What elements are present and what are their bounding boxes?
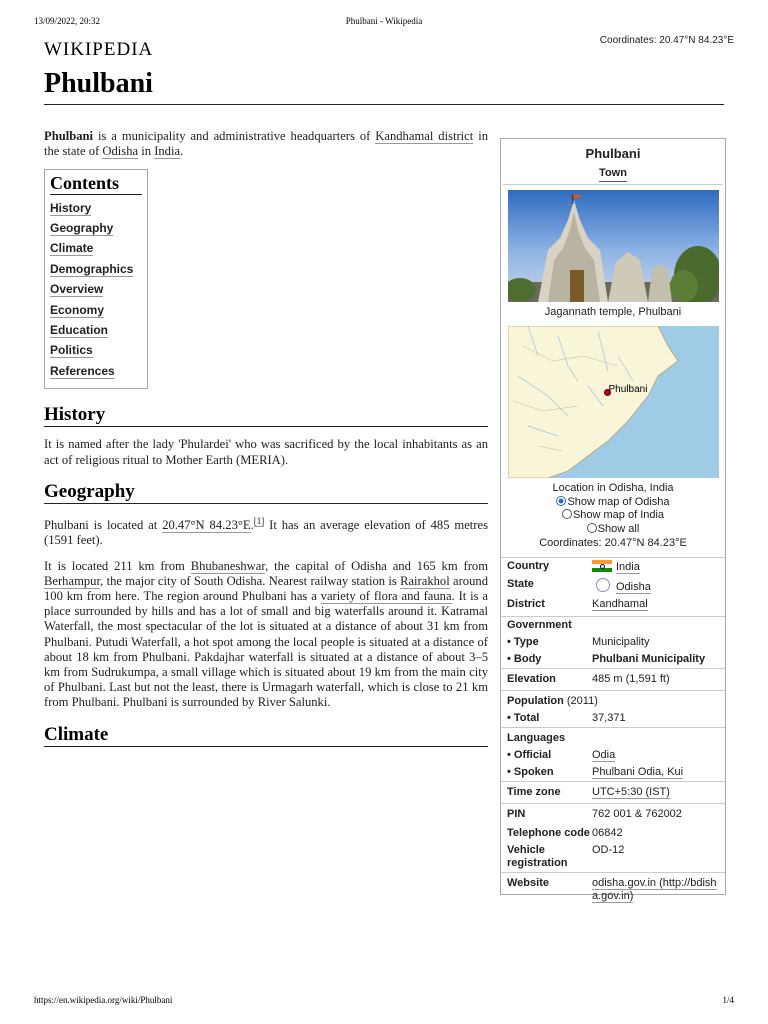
row-label: State [507, 578, 534, 590]
location-caption: Location in Odisha, India [552, 482, 674, 494]
toc-item-overview[interactable] [50, 282, 142, 296]
infobox [500, 138, 726, 902]
row-label [507, 695, 598, 708]
row-district [501, 596, 725, 613]
row-lang-spoken [501, 764, 725, 781]
toc-item-education[interactable] [50, 323, 142, 337]
section-heading-climate: Climate [44, 727, 488, 747]
reference-link-1[interactable]: [1] [253, 515, 265, 526]
infobox-divider [503, 184, 723, 185]
row-pop-total [501, 710, 725, 727]
population-year: (2011) [563, 695, 598, 707]
row-gov-body [501, 651, 725, 668]
row-lang-official [501, 747, 725, 764]
title-divider [44, 104, 724, 105]
row-value [592, 578, 719, 594]
row-languages [501, 727, 725, 747]
link-india[interactable]: India [154, 144, 181, 159]
row-value: 762 001 & 762002 [592, 808, 682, 820]
row-elevation [501, 668, 725, 690]
row-country [501, 557, 725, 576]
link-odisha[interactable]: Odisha [102, 144, 139, 159]
row-timezone [501, 781, 725, 803]
geo-text: , the capital of Odisha and 165 km from [265, 558, 488, 573]
map-option-odisha[interactable] [501, 496, 725, 510]
toc-item-label: Education [50, 322, 109, 337]
toc-item-label: History [50, 200, 92, 215]
location-map[interactable] [508, 326, 719, 478]
row-label: • Official [507, 749, 552, 761]
row-value: OD-12 [592, 844, 625, 856]
intro-text: . [180, 144, 184, 159]
print-url: https://en.wikipedia.org/wiki/Phulbani [34, 995, 173, 1005]
timezone-link[interactable]: UTC+5:30 (IST) [592, 786, 670, 798]
row-value [592, 786, 719, 799]
row-population [501, 690, 725, 710]
link-berhampur[interactable]: Berhampur [44, 573, 101, 588]
row-state [501, 576, 725, 596]
page-title: Phulbani [44, 68, 153, 99]
toc-item-climate[interactable] [50, 241, 142, 255]
geo-text: . It is a place surrounded by hills and has a lot of small and big waterfalls around it. Katramal Waterfall, the most spectacular of the lot is situated at a distance of about 31 km from Phulbani. Putudi Waterfall, a hot spot among the local people is situated at a distance of about 18 km from Phulbani. Pakdajhar waterfall is situated at a distance of about 3–5 km from Sudrukumpa, a small village which is situated about 19 km from the main city of Phulbani. Last but not the least, there is Urmagarh waterfall, which is close to 21 km from Phulbani. Phulbani is surrounded by River Salunki. [44, 588, 488, 710]
row-label: PIN [507, 808, 526, 820]
row-website [501, 872, 725, 905]
row-vehicle [501, 842, 725, 872]
toc-item-label: Demographics [50, 261, 134, 276]
row-label: Time zone [507, 786, 561, 798]
row-label: Telephone code [507, 827, 590, 839]
spoken-language-link[interactable]: Phulbani Odia, Kui [592, 766, 684, 778]
infobox-type[interactable] [501, 167, 725, 179]
intro-text: in [138, 144, 155, 159]
print-page-number: 1/4 [722, 995, 734, 1005]
radio-icon[interactable] [562, 509, 572, 519]
map-option-label: Show all [597, 522, 640, 535]
intro-text: in the state of [44, 129, 489, 159]
state-link[interactable]: Odisha [616, 581, 651, 593]
row-value [592, 766, 719, 779]
temple-image [508, 190, 719, 302]
infobox-type-label: Town [599, 167, 627, 182]
row-label: Website [507, 877, 549, 889]
toc-item-label: Climate [50, 241, 94, 256]
infobox-data-rows [501, 557, 725, 905]
map-location-controls [501, 482, 725, 536]
infobox-coordinates[interactable]: Coordinates: 20.47°N 84.23°E [539, 537, 687, 549]
toc-title: Contents [50, 176, 142, 194]
row-label: • Body [507, 653, 542, 665]
row-label: Government [507, 619, 572, 631]
map-option-all[interactable] [501, 523, 725, 537]
row-label: Elevation [507, 673, 556, 685]
print-title: Phulbani - Wikipedia [345, 16, 423, 26]
toc-item-label: Overview [50, 282, 104, 297]
link-rairakhol[interactable]: Rairakhol [400, 573, 450, 588]
india-flag-icon [592, 560, 612, 572]
row-gov-type [501, 634, 725, 651]
row-value: 06842 [592, 827, 623, 839]
geo-text: around 100 km from here. The region around Phulbani has a [44, 573, 488, 603]
history-paragraph: It is named after the lady 'Phulardei' who was sacrificed by the local inhabitants as an act of religious ritual to Mother Earth (MERIA). [44, 437, 488, 467]
section-heading-geography: Geography [44, 484, 488, 504]
link-coordinates[interactable]: 20.47°N 84.23°E [162, 518, 251, 533]
print-date: 13/09/2022, 20:32 [34, 16, 101, 26]
row-label: District [507, 598, 545, 610]
district-link[interactable]: Kandhamal [592, 598, 648, 610]
website-link[interactable]: odisha.gov.in (http://bdisha.gov.in) [592, 877, 717, 902]
row-label: • Total [507, 712, 540, 724]
infobox-title: Phulbani [585, 146, 641, 161]
toc-item-label: Geography [50, 221, 114, 235]
link-kandhamal-district[interactable]: Kandhamal district [375, 129, 474, 143]
map-option-label: Show map of India [572, 509, 665, 521]
map-option-label: Show map of Odisha [567, 495, 670, 508]
geo-text: It has an average elevation of 485 metres (1591 feet). [44, 518, 488, 548]
row-telephone [501, 823, 725, 842]
map-marker-label: Phulbani [608, 384, 648, 395]
row-value: 37,371 [592, 712, 626, 724]
radio-icon[interactable] [587, 523, 597, 533]
intro-bold-term: Phulbani [44, 129, 94, 143]
row-label: Country [507, 560, 550, 572]
toc-item-references[interactable] [50, 364, 142, 378]
geography-paragraph-2 [44, 559, 488, 711]
toc-item-politics[interactable] [50, 343, 142, 357]
geo-text: It is located 211 km from [44, 558, 191, 573]
article-body [44, 129, 488, 757]
toc-item-history[interactable] [50, 201, 142, 215]
link-bhubaneshwar[interactable]: Bhubaneshwar [190, 558, 266, 573]
geo-text: , the major city of South Odisha. Nearest railway station is [100, 573, 401, 588]
temple-photo[interactable] [508, 190, 719, 302]
header-coordinates[interactable]: Coordinates: 20.47°N 84.23°E [599, 35, 734, 46]
row-value: 485 m (1,591 ft) [592, 673, 670, 685]
row-label: • Type [507, 636, 539, 648]
row-value [592, 877, 719, 903]
toc-item-label: References [50, 363, 115, 378]
intro-paragraph [44, 129, 488, 159]
photo-caption: Jagannath temple, Phulbani [544, 306, 682, 318]
country-link[interactable]: India [616, 561, 640, 573]
official-language-link[interactable]: Odia [592, 749, 616, 761]
section-heading-history: History [44, 407, 488, 427]
row-value [592, 560, 719, 574]
toc-item-geography[interactable] [50, 221, 142, 235]
toc-item-label: Politics [50, 343, 93, 358]
radio-selected-icon[interactable] [556, 496, 566, 506]
population-label: Population [507, 695, 564, 707]
row-value [592, 749, 719, 762]
geo-text: Phulbani is located at [44, 518, 163, 533]
odisha-map-shape [508, 326, 719, 478]
odisha-emblem-icon [596, 578, 610, 592]
map-option-india[interactable] [501, 509, 725, 523]
toc-item-label: Economy [50, 302, 105, 317]
row-label: Languages [507, 732, 566, 744]
row-value: Phulbani Municipality [592, 653, 706, 665]
link-flora-fauna[interactable]: variety of flora and fauna [320, 588, 452, 603]
toc-item-demographics[interactable] [50, 262, 142, 276]
intro-text: is a municipality and administrative headquarters of [93, 129, 376, 143]
row-government [501, 616, 725, 634]
row-label: • Spoken [507, 766, 554, 778]
table-of-contents [44, 169, 148, 389]
row-value: Municipality [592, 636, 650, 648]
wikipedia-logo[interactable]: WIKIPEDIA [44, 39, 154, 60]
toc-item-economy[interactable] [50, 303, 142, 317]
row-pin [501, 803, 725, 823]
geo-text: . [250, 518, 254, 533]
row-label: Vehicle registration [507, 844, 568, 869]
geography-paragraph-1 [44, 514, 488, 549]
row-value [592, 598, 719, 611]
